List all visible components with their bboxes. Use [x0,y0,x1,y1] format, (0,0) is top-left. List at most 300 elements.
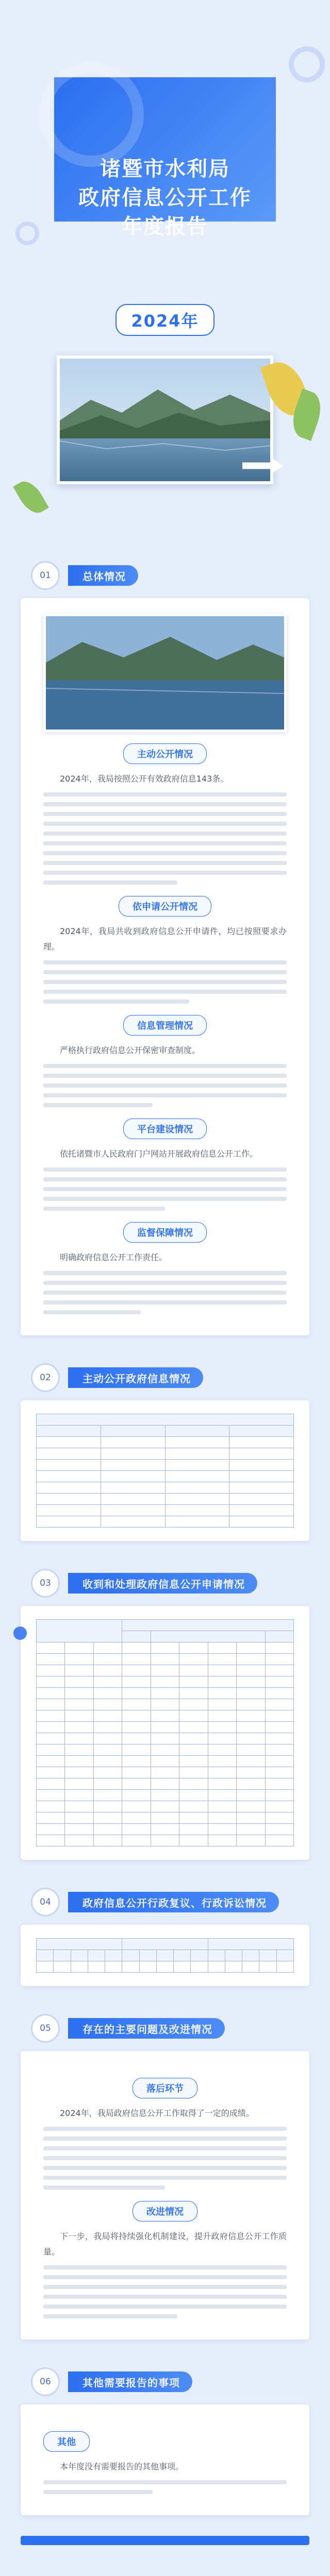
table-cell [179,1654,208,1665]
section-number: 02 [31,1363,60,1392]
table-cell [37,1516,101,1528]
table-cell [37,1733,65,1744]
section-header [0,559,330,592]
year-badge: 2024年 [116,304,214,336]
table-cell [265,1824,294,1835]
table-cell [174,1961,191,1973]
table-cell [151,1699,179,1710]
table-cell [165,1482,229,1494]
table-cell [122,1767,151,1778]
table-cell [276,1961,293,1973]
table-cell [37,1710,65,1722]
table-row [37,1835,294,1846]
section-header [0,1886,330,1919]
table-cell [265,1812,294,1824]
table-cell [65,1744,93,1756]
table-cell [237,1688,265,1699]
table-cell [265,1710,294,1722]
table-cell [65,1665,93,1676]
table-cell [179,1835,208,1846]
table-cell [237,1778,265,1790]
problems-card [21,2051,309,2340]
table-cell [229,1471,294,1482]
active-disclosure-table [36,1414,294,1528]
table-cell [208,1642,236,1654]
table-cell [151,1824,179,1835]
table-cell [265,1733,294,1744]
table-cell [122,1722,151,1733]
table-cell [122,1710,151,1722]
table-cell [101,1437,165,1448]
table-cell [179,1824,208,1835]
table-header-cell [122,1620,294,1631]
table-header-cell [165,1426,229,1437]
table-cell [237,1665,265,1676]
table-cell [37,1801,65,1812]
subsection-title: 依申请公开情况 [119,896,211,917]
section-other [0,2365,330,2515]
table-cell [179,1699,208,1710]
table-header-cell [156,1950,173,1961]
table-cell [122,1699,151,1710]
table-cell [151,1688,179,1699]
table-cell [65,1756,93,1767]
improvements-text: 下一步，我局将持续强化机制建设，提升政府信息公开工作质量。 [43,2231,287,2257]
table-cell [225,1961,242,1973]
table-header-row [37,1426,294,1437]
lake-photo [57,355,273,484]
table-cell [93,1744,122,1756]
info-management-text: 严格执行政府信息公开保密审查制度。 [60,1045,201,1055]
table-cell [179,1767,208,1778]
table-cell [88,1961,105,1973]
section-title: 收到和处理政府信息公开申请情况 [68,1573,257,1594]
table-body [37,1437,294,1528]
table-cell [37,1767,65,1778]
table-cell [37,1812,65,1824]
problems-text: 2024年，我局政府信息公开工作取得了一定的成绩。 [60,2108,254,2118]
table-cell [179,1778,208,1790]
table-cell [37,1961,54,1973]
table-cell [265,1801,294,1812]
table-cell [151,1835,179,1846]
year-badge-wrap [0,304,330,336]
table-cell [208,1722,236,1733]
section-title: 存在的主要问题及改进情况 [68,2018,225,2039]
table-cell [265,1767,294,1778]
table-cell [122,1665,151,1676]
table-cell [179,1812,208,1824]
table-cell [151,1756,179,1767]
table-cell [179,1688,208,1699]
table-cell [101,1471,165,1482]
table-cell [237,1733,265,1744]
subsection-title: 改进情况 [133,2201,197,2222]
table-cell [65,1790,93,1801]
table-cell [37,1688,65,1699]
table-cell [139,1961,156,1973]
table-cell [93,1710,122,1722]
table-cell [208,1733,236,1744]
table-cell [151,1778,179,1790]
table-cell [208,1688,236,1699]
subsection-title: 主动公开情况 [123,743,207,764]
table-cell [93,1688,122,1699]
table-cell [151,1733,179,1744]
table-cell [37,1835,65,1846]
table-cell [237,1824,265,1835]
table-cell [179,1665,208,1676]
table-cell [37,1437,101,1448]
section-title: 政府信息公开行政复议、行政诉讼情况 [68,1892,279,1912]
table-cell [122,1733,151,1744]
table-row [37,1812,294,1824]
table-row [37,1448,294,1460]
table-row [37,1801,294,1812]
table-row [37,1482,294,1494]
table-cell [37,1482,101,1494]
table-cell [37,1460,101,1471]
supervision-text: 明确政府信息公开工作责任。 [60,1252,168,1262]
table-header-cell [54,1950,71,1961]
table-row [37,1790,294,1801]
section-overview [0,559,330,1335]
table-header-cell [225,1950,242,1961]
table-cell [122,1756,151,1767]
table-cell [179,1642,208,1654]
table-cell [122,1790,151,1801]
table-cell [65,1688,93,1699]
table-cell [265,1722,294,1733]
table-cell [237,1676,265,1688]
table-cell [265,1676,294,1688]
table-cell [179,1744,208,1756]
table-cell [93,1722,122,1733]
table-cell [208,1801,236,1812]
table-cell [165,1505,229,1516]
table-cell [208,1778,236,1790]
table-cell [122,1654,151,1665]
table-cell [105,1961,122,1973]
table-cell [208,1756,236,1767]
table-row [37,1710,294,1722]
leaf-icon [13,477,49,518]
section-header [0,2365,330,2398]
subsection-title: 监督保障情况 [123,1222,207,1243]
table-cell [208,1790,236,1801]
table-row [37,1642,294,1654]
lake-landscape-image [60,359,273,484]
table-cell [265,1688,294,1699]
decor-dot [13,1626,27,1640]
table-cell [65,1654,93,1665]
table-cell [65,1812,93,1824]
table-cell [37,1824,65,1835]
table-body [37,1642,294,1846]
table-cell [151,1767,179,1778]
table-cell [237,1654,265,1665]
table-cell [101,1460,165,1471]
table-cell [151,1654,179,1665]
section-number: 06 [31,2367,60,2396]
applications-table [36,1619,294,1846]
table-cell [237,1744,265,1756]
table-row [37,1961,294,1973]
table-cell [229,1448,294,1460]
section-number: 03 [31,1569,60,1598]
table-cell [93,1665,122,1676]
table-cell [179,1733,208,1744]
table-cell [65,1824,93,1835]
review-litigation-table [36,1938,294,1973]
table-header-cell [122,1950,139,1961]
table-header-cell [37,1620,122,1642]
table-cell [122,1824,151,1835]
applications-table-card [21,1606,309,1860]
table-cell [179,1722,208,1733]
table-row [37,1733,294,1744]
table-header-cell [276,1950,293,1961]
subsection-title: 落后环节 [133,2078,197,2098]
table-cell [37,1471,101,1482]
table-cell [229,1494,294,1505]
table-cell [65,1699,93,1710]
table-row [37,1471,294,1482]
section-problems [0,2012,330,2340]
table-cell [237,1790,265,1801]
section-review-litigation [0,1886,330,1986]
table-cell [37,1494,101,1505]
table-cell [101,1516,165,1528]
table-cell [179,1790,208,1801]
table-cell [37,1505,101,1516]
table-cell [101,1448,165,1460]
table-cell [122,1801,151,1812]
table-cell [71,1961,88,1973]
table-cell [93,1699,122,1710]
table-subheader-row [37,1950,294,1961]
table-cell [237,1699,265,1710]
table-cell [237,1801,265,1812]
table-cell [37,1756,65,1767]
table-title-row [37,1414,294,1426]
table-cell [122,1812,151,1824]
table-row [37,1688,294,1699]
table-cell [37,1642,65,1654]
other-card [21,2404,309,2515]
table-cell [229,1482,294,1494]
table-cell [122,1744,151,1756]
table-row [37,1516,294,1528]
table-cell [191,1961,208,1973]
table-header-cell [229,1426,294,1437]
table-cell [122,1835,151,1846]
table-cell [265,1699,294,1710]
overview-card [21,598,309,1335]
table-cell [242,1961,259,1973]
table-cell [122,1642,151,1654]
table-header-cell [122,1631,151,1642]
table-header-row [37,1620,294,1631]
table-cell [93,1778,122,1790]
table-cell [265,1756,294,1767]
table-cell [37,1790,65,1801]
table-cell [122,1676,151,1688]
table-cell [265,1778,294,1790]
table-row [37,1676,294,1688]
table-header-cell [37,1426,101,1437]
table-header-cell [208,1950,225,1961]
table-row [37,1665,294,1676]
table-row [37,1494,294,1505]
mountain-lake-photo [43,614,287,732]
table-cell [65,1676,93,1688]
table-cell [259,1961,276,1973]
active-disclosure-text: 2024年，我局按照公开有效政府信息143条。 [60,774,229,784]
table-cell [37,1778,65,1790]
table-cell [165,1516,229,1528]
table-row [37,1505,294,1516]
table-cell [265,1744,294,1756]
table-cell [179,1801,208,1812]
table-cell [122,1961,139,1973]
table-title [37,1414,294,1426]
table-row [37,1437,294,1448]
table-cell [208,1767,236,1778]
table-row [37,1654,294,1665]
table-cell [151,1642,179,1654]
table-cell [265,1642,294,1654]
table-cell [208,1835,236,1846]
table-row [37,1744,294,1756]
table-cell [151,1722,179,1733]
section-number: 05 [31,2014,60,2043]
table-header-cell [151,1631,265,1642]
section-header [0,1567,330,1600]
table-cell [37,1744,65,1756]
table-cell [37,1654,65,1665]
table-row [37,1722,294,1733]
table-cell [237,1642,265,1654]
table-cell [93,1835,122,1846]
table-cell [65,1835,93,1846]
table-cell [37,1448,101,1460]
table-cell [165,1448,229,1460]
table-header-cell [37,1950,54,1961]
table-header-cell [101,1426,165,1437]
table-cell [93,1756,122,1767]
table-cell [101,1505,165,1516]
table-cell [151,1710,179,1722]
title-line-3: 年度报告 [122,215,208,239]
table-cell [65,1733,93,1744]
subsection-title: 平台建设情况 [123,1118,207,1139]
table-cell [122,1778,151,1790]
table-cell [208,1812,236,1824]
table-header-cell [122,1939,208,1950]
table-header-cell [88,1950,105,1961]
title-line-2: 政府信息公开工作 [78,186,252,210]
table-cell [93,1654,122,1665]
table-header-cell [191,1950,208,1961]
table-cell [208,1699,236,1710]
table-cell [151,1676,179,1688]
table-cell [93,1676,122,1688]
table-cell [165,1471,229,1482]
review-litigation-table-card [21,1925,309,1986]
table-cell [179,1676,208,1688]
table-cell [165,1494,229,1505]
subsection-title: 其他 [43,2431,90,2452]
table-cell [179,1756,208,1767]
table-cell [237,1835,265,1846]
table-cell [229,1516,294,1528]
section-title: 主动公开政府信息情况 [68,1367,203,1388]
table-cell [65,1801,93,1812]
table-cell [151,1744,179,1756]
other-text: 本年度没有需要报告的其他事项。 [60,2462,184,2471]
table-cell [208,1665,236,1676]
table-cell [156,1961,173,1973]
table-cell [65,1710,93,1722]
section-applications [0,1567,330,1860]
section-title: 其他需要报告的事项 [68,2371,192,2392]
table-cell [208,1676,236,1688]
table-cell [93,1812,122,1824]
table-header-cell [259,1950,276,1961]
table-row [37,1767,294,1778]
table-header-cell [174,1950,191,1961]
table-cell [265,1835,294,1846]
section-number: 04 [31,1888,60,1917]
table-header-cell [37,1939,122,1950]
table-cell [65,1722,93,1733]
table-cell [93,1767,122,1778]
table-cell [37,1665,65,1676]
table-header-row [37,1939,294,1950]
table-cell [65,1642,93,1654]
table-cell [165,1437,229,1448]
report-title [0,155,330,241]
application-disclosure-text: 2024年，我局共收到政府信息公开申请件，均已按照要求办理。 [43,926,287,952]
table-cell [265,1654,294,1665]
table-header-cell [242,1950,259,1961]
title-line-1: 诸暨市水利局 [100,157,230,181]
table-header-cell [139,1950,156,1961]
table-cell [93,1801,122,1812]
table-cell [101,1482,165,1494]
table-cell [37,1699,65,1710]
section-number: 01 [31,561,60,590]
table-cell [265,1665,294,1676]
active-disclosure-table-card [21,1400,309,1541]
table-cell [165,1460,229,1471]
section-header [0,1361,330,1394]
table-cell [151,1801,179,1812]
table-cell [208,1654,236,1665]
table-cell [37,1722,65,1733]
section-header [0,2012,330,2045]
table-cell [65,1778,93,1790]
table-cell [122,1688,151,1699]
lake-photo-image [46,616,284,730]
table-cell [208,1824,236,1835]
table-cell [229,1505,294,1516]
table-cell [237,1710,265,1722]
decor-ring [289,46,325,82]
table-cell [93,1642,122,1654]
table-cell [151,1812,179,1824]
